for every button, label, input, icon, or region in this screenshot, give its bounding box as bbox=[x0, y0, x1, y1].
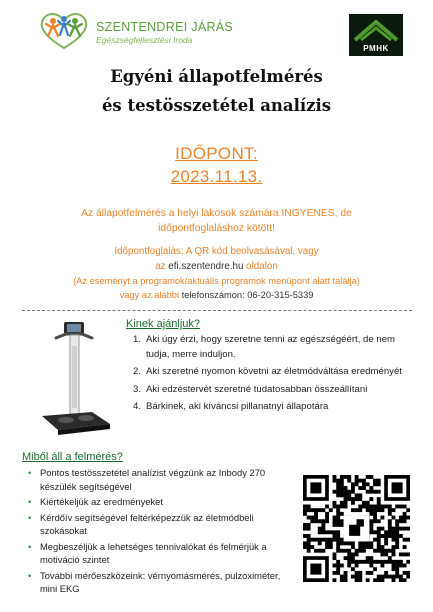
list-item: • Megbeszéljük a lehetséges tennivalókat és felmérjük a motiváció szintet bbox=[28, 540, 267, 565]
booking-phone-prefix: vagy az alábbi bbox=[119, 290, 182, 300]
section-divider bbox=[22, 310, 412, 311]
list-item: 1. Aki úgy érzi, hogy szeretne tenni az egészségéért, de nem tudja, merre induljon. bbox=[133, 334, 396, 360]
page-title-line-1: Egyéni állapotfelmérés bbox=[110, 67, 323, 86]
bullet-dot-icon: • bbox=[28, 511, 32, 523]
booking-website-link[interactable]: efi.szentendre.hu bbox=[168, 261, 244, 272]
partner-logo-text: PMHK bbox=[363, 44, 389, 53]
bullet-dot-icon: • bbox=[28, 540, 32, 552]
qr-code[interactable] bbox=[303, 475, 410, 582]
booking-prefix: az bbox=[155, 261, 169, 272]
booking-suffix: oldalon bbox=[243, 261, 278, 272]
bullet-dot-icon: • bbox=[28, 496, 32, 507]
page-title-line-2: és testösszetétel analízis bbox=[101, 96, 332, 115]
assessment-heading: Miből áll a felmérés? bbox=[22, 451, 123, 463]
booking-phone: telefonszámon: 06-20-315-5339 bbox=[181, 290, 314, 300]
list-item: 4. Bárkinek, aki kíváncsi pillanatnyi állapotára bbox=[133, 401, 329, 412]
partner-logo bbox=[349, 14, 403, 56]
org-logo bbox=[36, 8, 296, 52]
appointment-label: IDŐPONT: bbox=[175, 144, 258, 163]
bullet-dot-icon: • bbox=[28, 467, 32, 478]
bullet-dot-icon: • bbox=[28, 569, 32, 581]
body-composition-analyzer-icon bbox=[36, 316, 120, 444]
org-subtitle: Egészségfejlesztési Iroda bbox=[96, 35, 193, 45]
booking-line-1: Időpontfoglalás: A QR kód beolvasásával, vagy bbox=[114, 246, 319, 257]
booking-line-2 bbox=[0, 260, 433, 274]
list-item: • Kiértékeljük az eredményeket bbox=[28, 496, 163, 507]
people-heart-logo-icon bbox=[36, 8, 92, 52]
booking-line-4 bbox=[0, 289, 433, 303]
recommended-list bbox=[130, 333, 405, 418]
free-notice: Az állapotfelmérés a helyi lakosok számára INGYENES, de időpontfoglaláshoz kötött! bbox=[81, 208, 352, 234]
booking-line-3: (Az eseményt a programok/aktuális programok menüpont alatt találja) bbox=[73, 276, 360, 286]
org-name: SZENTENDREI JÁRÁS bbox=[96, 20, 234, 34]
list-item: 3. Aki edzéstervét szeretné tudatosabban összeállítani bbox=[133, 383, 368, 395]
recommended-heading: Kinek ajánljuk? bbox=[126, 318, 200, 330]
list-item: 2. Aki szeretné nyomon követni az életmódváltása eredményét bbox=[133, 366, 402, 377]
list-item: • Kérdőív segítségével feltérképezzük az életmódbeli szokásokat bbox=[28, 511, 254, 536]
device-illustration bbox=[36, 316, 120, 444]
assessment-list bbox=[28, 466, 286, 598]
qr-code-icon bbox=[303, 475, 410, 582]
list-item: • Pontos testösszetétel analízist végzünk az Inbody 270 készülék segítségével bbox=[28, 467, 266, 492]
appointment-date: 2023.11.13. bbox=[170, 167, 263, 186]
list-item: • További mérőeszközeink: vérnyomásmérés, pulzoximéter, mini EKG bbox=[28, 569, 281, 594]
